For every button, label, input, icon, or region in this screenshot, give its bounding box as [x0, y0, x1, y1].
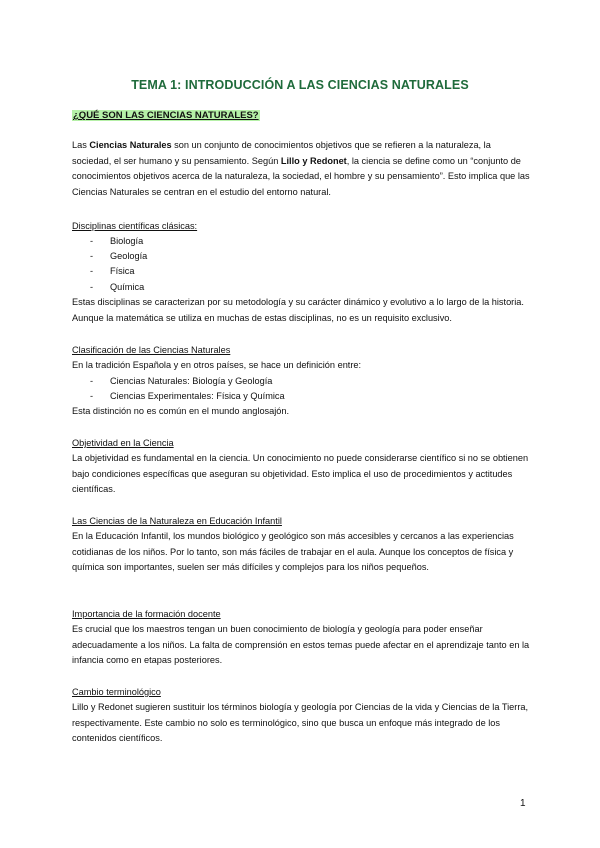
objetividad-paragraph: La objetividad es fundamental en la ciencia. Un conocimiento no puede considerarse científico si no se obtienen bajo condiciones específicas que aseguran su objetividad. Esto implica el uso de procedimientos y actitudes científicas. — [72, 453, 529, 495]
clasificacion-intro: En la tradición Española y en otros países, se hace un definición entre: — [72, 360, 362, 370]
infantil-paragraph: En la Educación Infantil, los mundos biológico y geológico son más accesibles y cercanos a las experiencias cotidianas de los niños. Por lo tanto, son más fáciles de trabajar en el aula. Aunque los conceptos de física y química son importantes, suelen ser más difíciles y complejos para los niños pequeños. — [72, 531, 514, 573]
list-item: - Ciencias Naturales: Biología y Geología — [90, 376, 273, 386]
clasificacion-paragraph: Esta distinción no es común en el mundo anglosajón. — [72, 406, 290, 416]
term-ciencias-naturales: Ciencias Naturales — [89, 140, 172, 150]
heading-infantil: Las Ciencias de la Naturaleza en Educación Infantil — [72, 516, 282, 526]
heading-objetividad: Objetividad en la Ciencia — [72, 438, 174, 448]
formacion-paragraph: Es crucial que los maestros tengan un buen conocimiento de biología y geología para poder enseñar adecuadamente a los niños. La falta de comprensión en estos temas puede afectar en el aprendizaje tanto en la infancia como en etapas posteriores. — [72, 624, 530, 666]
clasificacion-list — [90, 374, 285, 404]
heading-formacion: Importancia de la formación docente — [72, 609, 221, 619]
cambio-paragraph: Lillo y Redonet sugieren sustituir los términos biología y geología por Ciencias de la vida y Ciencias de la Tierra, respectivamente. Este cambio no solo es terminológico, sino que busca un enfoque más integrado de los contenidos científicos. — [72, 702, 529, 744]
list-item: - Química — [90, 281, 145, 292]
term-lillo-redonet: Lillo y Redonet — [280, 155, 347, 166]
page-title: TEMA 1: INTRODUCCIÓN A LAS CIENCIAS NATURALES — [131, 78, 469, 92]
heading-clasificacion: Clasificación de las Ciencias Naturales — [72, 345, 231, 355]
heading-disciplinas: Disciplinas científicas clásicas: — [72, 221, 198, 231]
list-item: - Biología — [90, 236, 144, 246]
heading-cambio: Cambio terminológico — [72, 687, 161, 697]
list-item: - Física — [90, 266, 135, 277]
list-item: - Ciencias Experimentales: Física y Química — [90, 391, 285, 402]
disciplinas-list — [90, 234, 147, 295]
page-number: 1 — [520, 798, 526, 809]
list-item: - Geología — [90, 251, 148, 262]
intro-paragraph: Las Ciencias Naturales son un conjunto de conocimientos objetivos que se refieren a la naturaleza, la sociedad, el ser humano y su pensamiento. Según Lillo y Redonet, la ciencia se define como un “conjunto de conocimientos objetivos acerca de la naturaleza, la sociedad, el hombre y su pensamiento”. Esto implica que las Ciencias Naturales se centran en el estudio del entorno natural. — [72, 140, 530, 198]
section-question: ¿QUÉ SON LAS CIENCIAS NATURALES? — [73, 110, 259, 121]
disciplinas-paragraph: Estas disciplinas se caracterizan por su metodología y su carácter dinámico y evolutivo a lo largo de la historia. Aunque la matemática se utiliza en muchas de estas disciplinas, no es un requisito exclusivo. — [72, 297, 524, 323]
